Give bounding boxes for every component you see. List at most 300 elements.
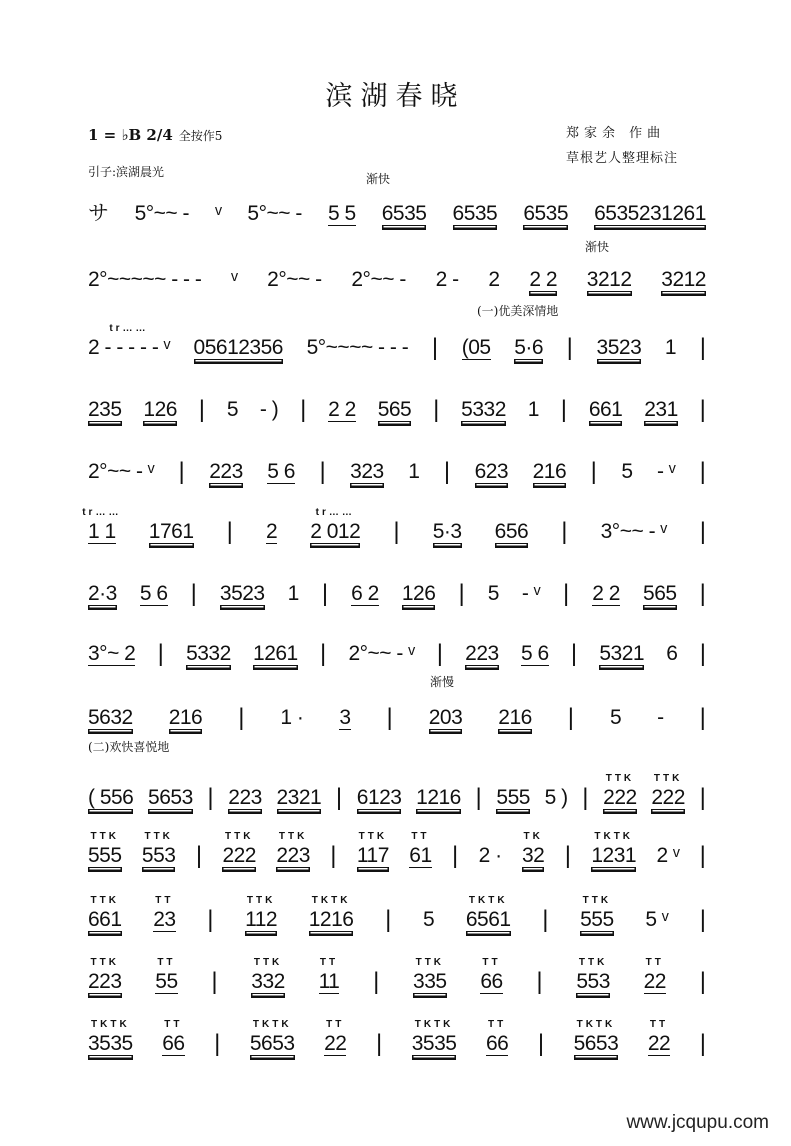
notes: 5 6: [520, 642, 549, 665]
note-group: [251, 957, 285, 998]
note-group: [153, 895, 176, 936]
note-group: [249, 1019, 295, 1060]
articulation-mark: TKTK: [311, 895, 351, 906]
notes: 565: [643, 582, 677, 605]
score-line: [82, 504, 706, 548]
note-group: [253, 642, 298, 670]
note-group: [465, 895, 511, 936]
notes: 5°~~ -: [134, 202, 190, 225]
bar-line: |: [699, 518, 706, 545]
note-group: [382, 202, 427, 230]
note-group: [88, 202, 109, 230]
score-line: [88, 954, 706, 998]
notes: 3535: [411, 1032, 457, 1055]
bar-line: |: [452, 842, 459, 869]
articulation-mark: TT: [649, 1019, 669, 1030]
notes: 5632: [88, 706, 133, 729]
notes: 2321: [276, 786, 322, 809]
notes: 5·6: [514, 336, 544, 359]
bar-line: |: [436, 640, 443, 667]
bar-line: |: [330, 842, 337, 869]
note-group: [149, 520, 194, 548]
note-group: [88, 831, 122, 872]
notes: 623: [474, 460, 509, 483]
score-title: 滨湖春晓: [325, 81, 466, 112]
score-line: [88, 444, 706, 488]
note-group: [479, 844, 502, 872]
note-group: [88, 1019, 133, 1060]
notes: 3212: [586, 268, 632, 291]
notes: 1261: [253, 642, 298, 665]
articulation-mark: TKTK: [468, 895, 508, 906]
bar-line: |: [699, 458, 706, 485]
note-group: [413, 957, 447, 998]
note-group: [324, 1019, 347, 1060]
notes: 6123: [356, 786, 402, 809]
note-group: [576, 957, 610, 998]
note-group: [318, 957, 340, 998]
bar-line: |: [178, 458, 185, 485]
note-group: [356, 831, 389, 872]
notes: 323: [350, 460, 384, 483]
note-group: [488, 582, 499, 610]
note-group: [135, 202, 189, 230]
note-group: [661, 268, 706, 296]
note-group: [580, 895, 614, 936]
notes: 5332: [186, 642, 231, 665]
note-group: [416, 786, 461, 814]
notes: 5653: [573, 1032, 619, 1055]
notes: ( 556: [88, 786, 134, 809]
note-group: [533, 460, 567, 488]
bar-line: |: [393, 518, 400, 545]
note-group: [143, 398, 177, 426]
bar-line: |: [226, 518, 233, 545]
score-line: [88, 828, 706, 872]
bar-line: |: [443, 458, 451, 485]
note-group: [645, 908, 668, 936]
score-line: [88, 566, 706, 610]
notes: 565: [377, 398, 412, 421]
section-2-label: (二)欢快喜悦地: [88, 740, 170, 754]
notes: 66: [162, 1032, 185, 1055]
bar-line: |: [542, 906, 549, 933]
notes: 05612356: [193, 336, 283, 359]
notes: 1 1: [88, 520, 116, 543]
note-group: [228, 786, 262, 814]
notes: 22: [647, 1032, 671, 1055]
notes: 1: [527, 398, 539, 421]
note-group: [411, 1019, 457, 1060]
bar-line: |: [699, 396, 706, 423]
articulation-mark: TTK: [578, 957, 608, 968]
notes: 2 - - - - - ᵛ: [88, 336, 170, 359]
bar-line: |: [431, 334, 439, 361]
note-group: [276, 831, 310, 872]
notes: 5332: [461, 398, 506, 421]
notes: 11: [318, 970, 340, 993]
notes: 6 2: [351, 582, 379, 605]
notes: 5 5: [327, 202, 356, 225]
articulation-mark: TTK: [90, 957, 119, 968]
note-group: [475, 460, 509, 488]
note-group: [610, 706, 621, 734]
note-group: [599, 642, 644, 670]
articulation-mark: TT: [645, 957, 664, 968]
bar-line: |: [157, 640, 164, 667]
notes: 1: [287, 582, 299, 605]
bar-line: |: [582, 784, 589, 811]
notes: 2: [265, 520, 278, 543]
note-group: [665, 336, 676, 364]
articulation-mark: TTK: [144, 831, 173, 842]
note-group: [488, 268, 499, 296]
notes: - ᵛ: [521, 582, 540, 605]
bar-line: |: [433, 396, 440, 423]
note-group: [495, 520, 529, 548]
bar-line: |: [300, 396, 307, 423]
section-1-label: (一)优美深情地: [477, 304, 559, 318]
note-group: [589, 398, 623, 426]
notes: 5 6: [139, 582, 168, 605]
bar-line: |: [699, 968, 706, 995]
notes: 3535: [88, 1032, 133, 1055]
notes: 223: [228, 786, 262, 809]
articulation-mark: tr……: [315, 507, 355, 518]
notes: 22: [643, 970, 666, 993]
bar-line: |: [699, 842, 706, 869]
notes: 3°~~ - ᵛ: [600, 520, 667, 543]
notes: 553: [576, 970, 610, 993]
notes: 661: [88, 908, 122, 931]
articulation-mark: TTK: [358, 831, 388, 842]
note-group: [651, 773, 685, 814]
articulation-mark: TK: [523, 831, 543, 842]
note-group: [288, 582, 299, 610]
notes: (05: [461, 336, 491, 359]
note-group: [88, 460, 154, 488]
notes: 2 ᵛ: [656, 844, 680, 867]
note-group: [592, 582, 620, 610]
note-group: [498, 706, 532, 734]
bar-line: |: [699, 640, 706, 667]
bar-line: |: [567, 704, 575, 731]
note-group: [594, 202, 706, 230]
bar-line: |: [537, 1030, 545, 1057]
composer: 郑家余 作曲: [566, 126, 666, 141]
articulation-mark: TT: [488, 1019, 507, 1030]
bar-line: |: [590, 458, 597, 485]
notes: 55: [155, 970, 178, 993]
bar-line: |: [564, 842, 571, 869]
notes: 1216: [416, 786, 461, 809]
notes: 3: [339, 706, 351, 729]
articulation-mark: TTK: [224, 831, 254, 842]
score-line: [88, 770, 706, 814]
note-group: [429, 706, 463, 734]
note-group: [644, 398, 678, 426]
note-group: [657, 460, 675, 488]
note-group: [453, 202, 498, 230]
note-group: [148, 786, 193, 814]
note-group: [220, 582, 265, 610]
notes: 203: [428, 706, 463, 729]
note-group: [408, 460, 419, 488]
notes: 1: [664, 336, 677, 359]
notes: ᵛ: [215, 202, 222, 225]
bar-line: |: [321, 580, 329, 607]
bar-line: |: [335, 784, 343, 811]
note-group: [514, 336, 543, 364]
note-group: [643, 582, 677, 610]
note-group: [621, 460, 632, 488]
note-group: [485, 1019, 509, 1060]
bar-line: |: [195, 842, 203, 869]
notes: 2 012: [310, 520, 361, 543]
notes: 5°~~~~ - - -: [306, 336, 409, 359]
note-group: [215, 202, 221, 230]
note-group: [277, 786, 322, 814]
notes: 2 -: [435, 268, 459, 291]
notes: 6535: [452, 202, 498, 225]
bar-line: |: [373, 968, 380, 995]
notes: 2: [488, 268, 500, 291]
notes: 2°~~~~~ - - -: [88, 268, 202, 291]
note-group: [88, 957, 122, 998]
notes: 126: [401, 582, 436, 605]
bar-line: |: [207, 906, 214, 933]
notes: 5 ᵛ: [645, 908, 669, 931]
notes: 6535: [523, 202, 569, 225]
note-group: [162, 1019, 185, 1060]
note-group: [348, 642, 414, 670]
score-line: [88, 1016, 706, 1060]
notes: 2°~~ -: [351, 268, 406, 291]
note-group: [522, 831, 545, 872]
note-group: [462, 336, 491, 364]
notes: 5653: [148, 786, 193, 809]
notes: 223: [209, 460, 243, 483]
articulation-mark: tr……: [82, 507, 122, 518]
notes: 5 ): [544, 786, 568, 809]
notes: 231: [644, 398, 678, 421]
notes: 2 2: [328, 398, 356, 421]
note-group: [266, 520, 277, 548]
tempo-accel-1: 渐快: [366, 172, 391, 186]
note-group: [351, 582, 379, 610]
note-group: [378, 398, 412, 426]
articulation-mark: TTK: [253, 957, 283, 968]
notes: 5: [487, 582, 499, 605]
note-group: [402, 582, 436, 610]
notes: 5: [226, 398, 239, 421]
note-group: [523, 202, 568, 230]
bar-line: |: [207, 784, 214, 811]
notes: 117: [356, 844, 389, 867]
bar-line: |: [536, 968, 543, 995]
notes: 66: [480, 970, 503, 993]
note-group: [328, 398, 356, 426]
note-group: [307, 336, 409, 364]
score-line: [88, 186, 706, 230]
articulation-mark: TTK: [90, 895, 119, 906]
articulation-mark: TKTK: [414, 1019, 454, 1030]
notes: 5·3: [432, 520, 462, 543]
articulation-mark: TKTK: [594, 831, 634, 842]
bar-line: |: [190, 580, 197, 607]
note-group: [657, 706, 664, 734]
notes: 5653: [249, 1032, 295, 1055]
note-group: [155, 957, 178, 998]
arranger: 草根艺人整理标注: [566, 151, 679, 166]
notes: 2·3: [88, 582, 117, 605]
notes: 5: [609, 706, 622, 729]
bar-line: |: [238, 704, 245, 731]
notes: 32: [522, 844, 545, 867]
note-group: [209, 460, 243, 488]
note-group: [267, 460, 295, 488]
note-group: [496, 786, 530, 814]
note-group: [461, 398, 506, 426]
note-group: [647, 1019, 671, 1060]
notes: 332: [251, 970, 285, 993]
notes: 2 2: [529, 268, 558, 291]
note-group: [227, 398, 238, 426]
articulation-mark: TT: [164, 1019, 183, 1030]
intro-label: 引子:滨湖晨光: [88, 165, 165, 179]
note-group: [643, 957, 666, 998]
articulation-mark: TT: [411, 831, 430, 842]
notes: 1216: [308, 908, 354, 931]
note-group: [140, 582, 168, 610]
note-group: [436, 268, 459, 296]
notes: 6: [666, 642, 678, 665]
note-group: [357, 786, 402, 814]
notes: - ᵛ: [657, 460, 676, 483]
notes: 555: [88, 844, 122, 867]
notes: 66: [485, 1032, 509, 1055]
note-group: [545, 786, 568, 814]
notes: 222: [222, 844, 256, 867]
notes: 1 ·: [280, 706, 304, 729]
notes: 61: [409, 844, 432, 867]
notes: 2 2: [592, 582, 620, 605]
watermark: www.jcqupu.com: [626, 1112, 769, 1133]
note-group: [522, 582, 540, 610]
notes: 6561: [465, 908, 511, 931]
notes: -: [657, 706, 664, 729]
tempo-accel-2: 渐快: [585, 240, 610, 254]
note-group: [591, 831, 637, 872]
notes: 5°~~ -: [247, 202, 302, 225]
bar-line: |: [475, 784, 482, 811]
bar-line: |: [214, 1030, 221, 1057]
notes: サ: [88, 202, 109, 225]
articulation-mark: TTK: [653, 773, 683, 784]
notes: 5321: [599, 642, 645, 665]
note-group: [141, 831, 176, 872]
notes: 5 6: [267, 460, 295, 483]
note-group: [601, 520, 667, 548]
note-group: [88, 323, 170, 364]
note-group: [308, 895, 354, 936]
articulation-mark: TTK: [605, 773, 635, 784]
note-group: [529, 268, 557, 296]
notes: 223: [88, 970, 122, 993]
notes: 23: [153, 908, 176, 931]
score-line: [88, 892, 706, 936]
notes: - ): [259, 398, 279, 421]
notes: 555: [496, 786, 530, 809]
notes: 22: [324, 1032, 347, 1055]
note-group: [88, 268, 201, 296]
notes: 5: [621, 460, 633, 483]
note-group: [521, 642, 549, 670]
note-group: [433, 520, 462, 548]
key-text: 1 = ♭B 2/4: [88, 126, 173, 144]
note-group: [88, 895, 122, 936]
notes: 661: [588, 398, 623, 421]
articulation-mark: TKTK: [576, 1019, 616, 1030]
notes: 555: [580, 908, 614, 931]
articulation-mark: TT: [326, 1019, 345, 1030]
note-group: [88, 786, 133, 814]
bar-line: |: [563, 580, 570, 607]
notes: 3523: [219, 582, 265, 605]
note-group: [186, 642, 231, 670]
key-signature: [88, 126, 222, 145]
note-group: [465, 642, 499, 670]
bar-line: |: [699, 784, 706, 811]
note-group: [409, 831, 432, 872]
articulation-mark: TTK: [246, 895, 276, 906]
notes: 3°~ 2: [88, 642, 136, 665]
notes: 126: [143, 398, 177, 421]
articulation-mark: TT: [157, 957, 176, 968]
note-group: [597, 336, 642, 364]
notes: 216: [168, 706, 203, 729]
note-group: [245, 895, 278, 936]
notes: ᵛ: [231, 268, 238, 291]
notes: 223: [276, 844, 310, 867]
note-group: [222, 831, 256, 872]
note-group: [573, 1019, 619, 1060]
articulation-mark: TT: [155, 895, 174, 906]
note-group: [247, 202, 301, 230]
note-group: [169, 706, 203, 734]
bar-line: |: [319, 458, 326, 485]
articulation-mark: TTK: [415, 957, 445, 968]
tempo-rit: 渐慢: [430, 675, 455, 689]
note-group: [666, 642, 677, 670]
note-group: [267, 268, 321, 296]
articulation-mark: TT: [482, 957, 501, 968]
note-group: [88, 582, 117, 610]
notes: 112: [245, 908, 278, 931]
bar-line: |: [198, 396, 206, 423]
notes: 222: [651, 786, 685, 809]
note-group: [260, 398, 278, 426]
articulation-mark: TTK: [582, 895, 612, 906]
bar-line: |: [560, 396, 567, 423]
notes: 1: [408, 460, 420, 483]
bar-line: |: [699, 334, 706, 361]
notes: 656: [494, 520, 529, 543]
bar-line: |: [386, 704, 393, 731]
note-group: [88, 706, 133, 734]
bar-line: |: [699, 906, 706, 933]
bar-line: |: [570, 640, 578, 667]
